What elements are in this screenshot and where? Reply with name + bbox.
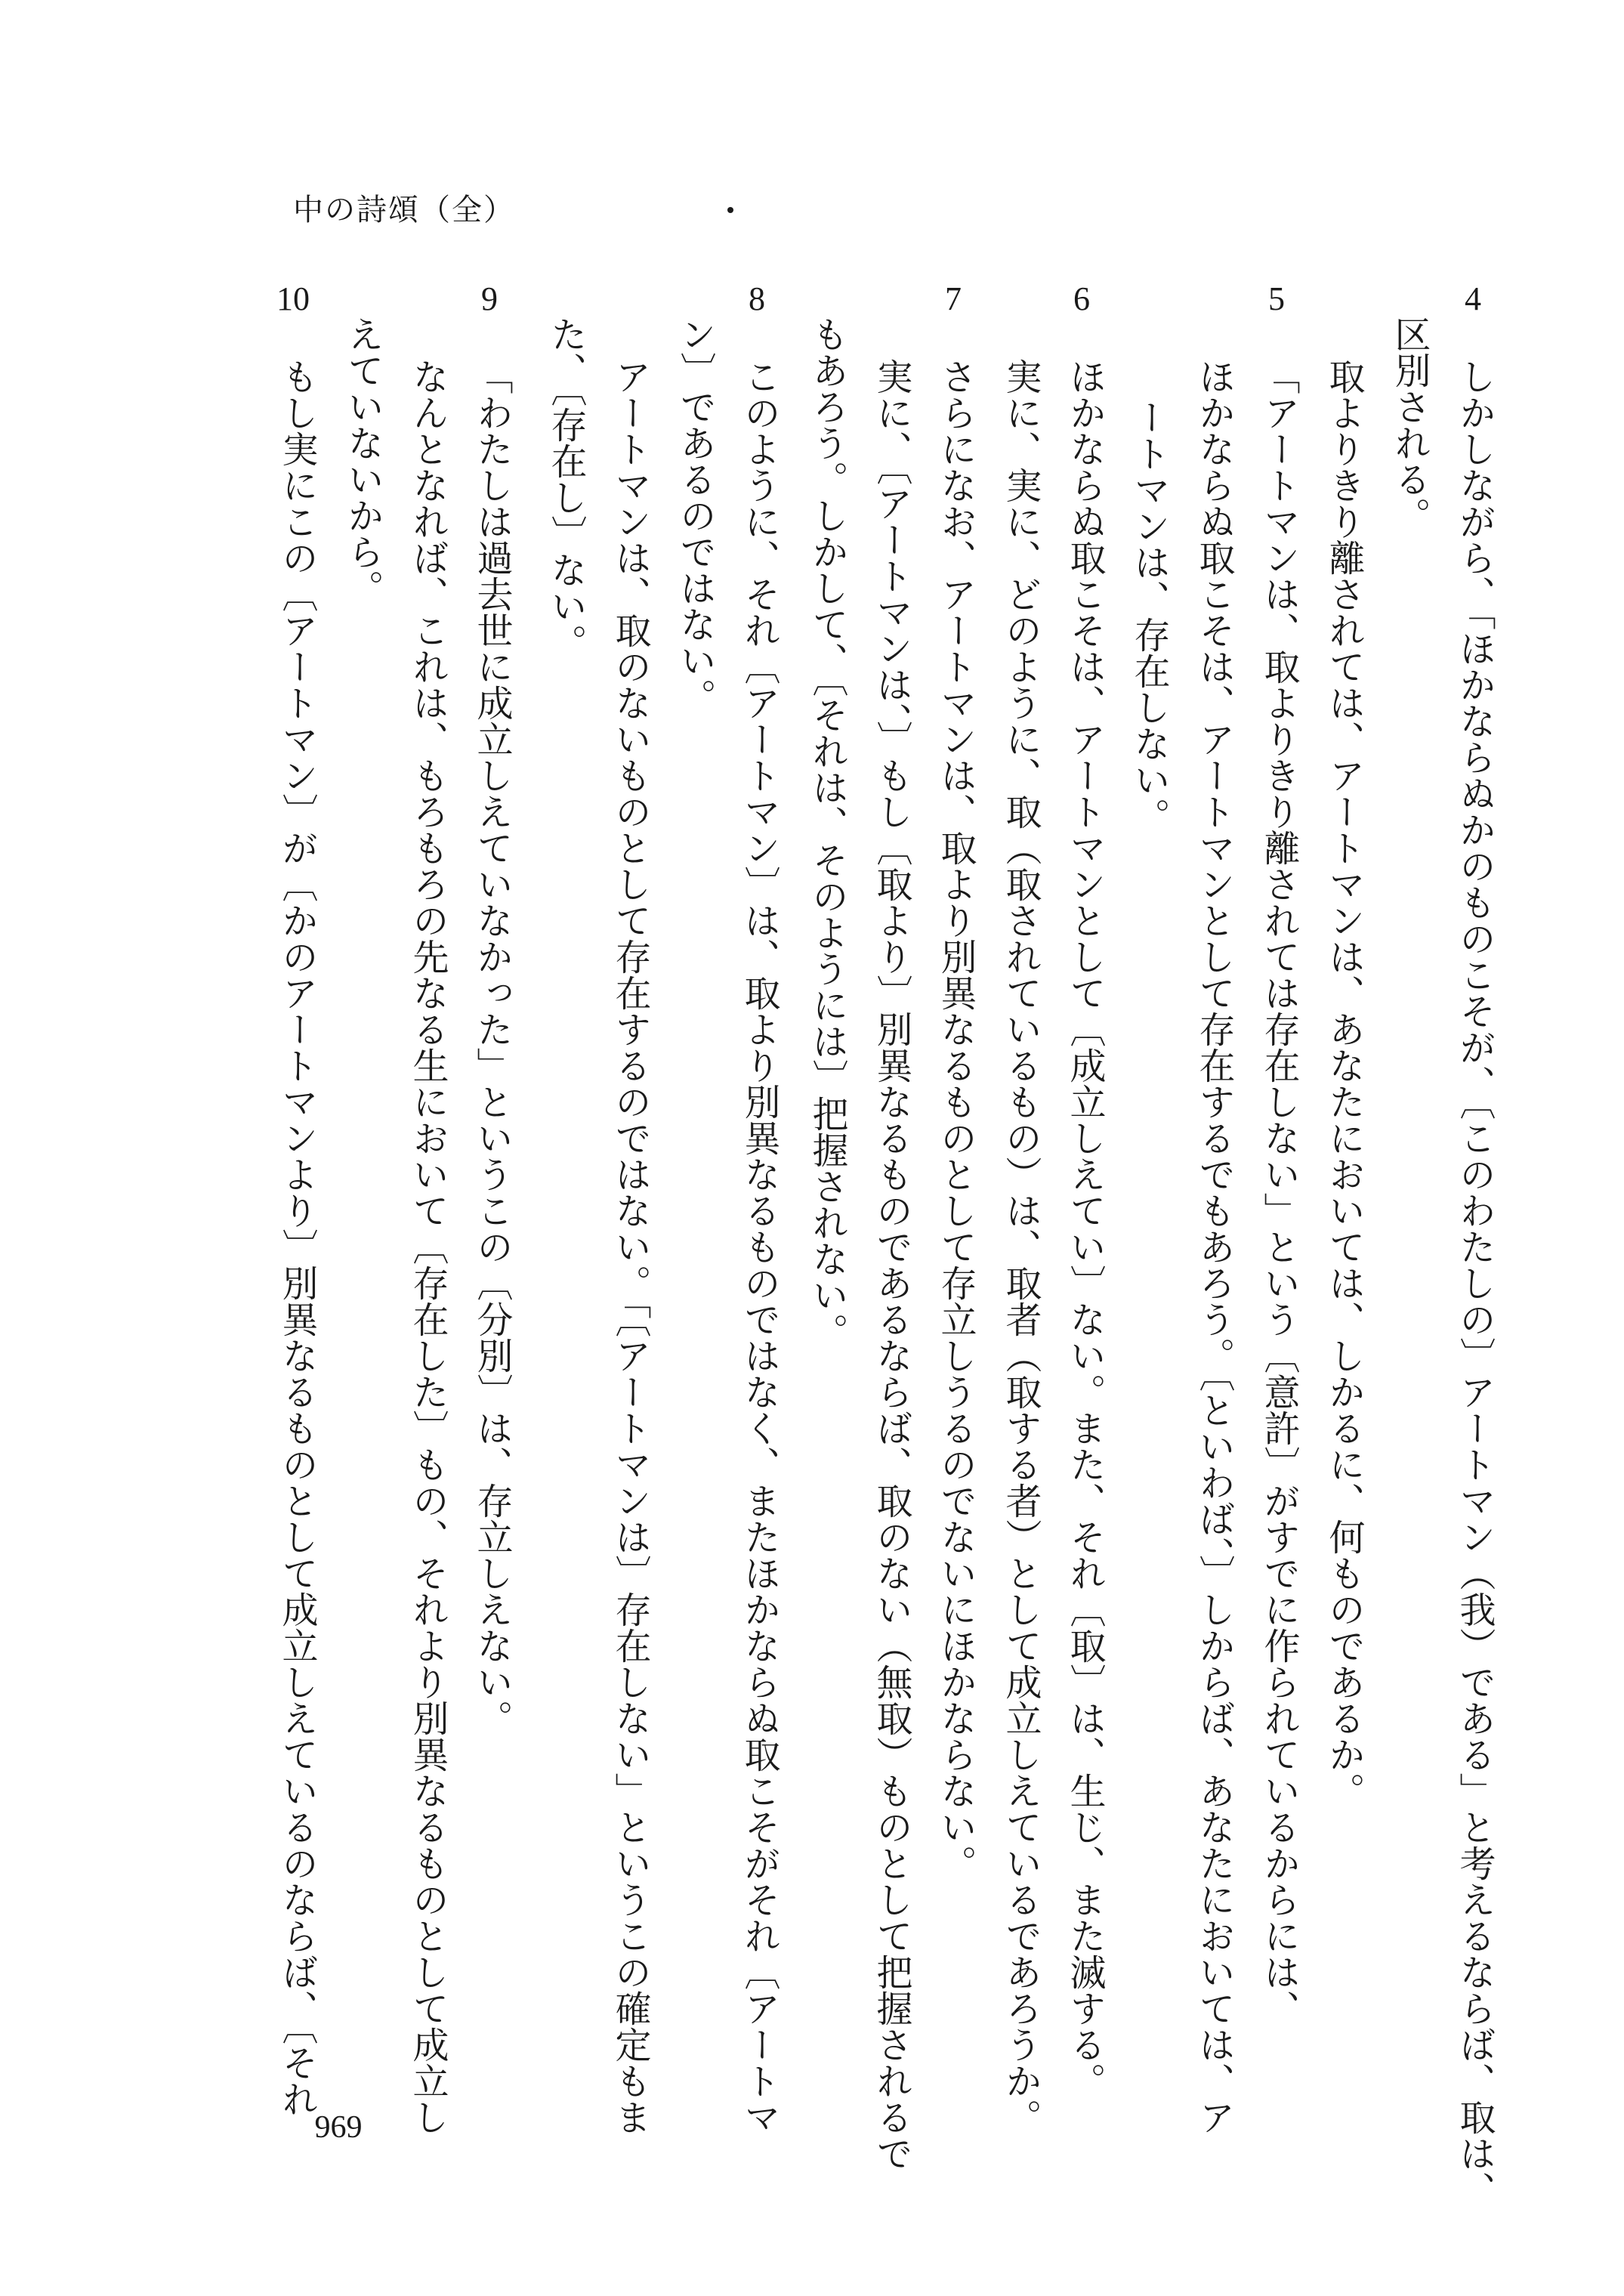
stray-ink-dot xyxy=(727,207,733,213)
verse-number-5: 5 xyxy=(1268,280,1285,317)
verse-4-line-2: 区別される。 xyxy=(1388,316,1431,533)
verse-7-line-3: もあろう。しかして、〔それは、そのようには〕把握されない。 xyxy=(806,316,848,1349)
verse-7-line-1: さらになお、アートマンは、取より別異なるものとして存立しうるのでないにほかならない。 xyxy=(934,358,977,1881)
verse-8-line-2: ン〕であるのではない。 xyxy=(674,316,716,715)
verse-10-line-1: もし実にこの〔アートマン〕が〔かのアートマンより〕別異なるものとして成立しえているのならば、〔それ xyxy=(276,358,318,2117)
verse-number-7: 7 xyxy=(945,280,962,317)
page-number: 969 xyxy=(314,2110,363,2145)
verse-number-10: 10 xyxy=(276,280,310,317)
verse-7-line-2: 実に、〔アートマンは、〕もし〔取より〕別異なるものであるならば、取のない（無取）ものとして把握されるで xyxy=(870,358,912,2171)
verse-number-4: 4 xyxy=(1465,280,1481,317)
verse-9-line-3: えていないから。 xyxy=(341,316,384,606)
verse-5-line-4: ートマンは、存在しない。 xyxy=(1128,399,1170,834)
verse-number-9: 9 xyxy=(481,280,498,317)
verse-8-line-3: アートマンは、取のないものとして存在するのではない。「〔アートマンは〕存在しない」というこの確定もま xyxy=(609,358,651,2135)
verse-number-8: 8 xyxy=(749,280,765,317)
verse-5-line-2: 「アートマンは、取よりきり離されては存在しない」という〔意許〕がすでに作られているからには、 xyxy=(1258,358,1300,2026)
verse-4-line-1: しかしながら、「ほかならぬかのものこそが、〔このわたしの〕アートマン（我）である」と考えるならば、取は、 xyxy=(1453,358,1496,2208)
verse-number-6: 6 xyxy=(1073,280,1090,317)
verse-8-line-4: た、〔存在し〕ない。 xyxy=(545,316,587,660)
verse-6-line-2: 実に、実に、どのように、取（取されているもの）は、取者（取する者）として成立しえているであろうか。 xyxy=(999,358,1042,2135)
verse-5-line-3: ほかならぬ取こそは、アートマンとして存在するでもあろう。〔といわば、〕しからば、あなたにおいては、ア xyxy=(1193,358,1235,2135)
verse-6-line-1: ほかならぬ取こそは、アートマンとして〔成立しえてい〕ない。また、それ〔取〕は、生じ、また滅する。 xyxy=(1064,358,1106,2099)
verse-8-line-1: このように、それ〔アートマン〕は、取より別異なるものではなく、またほかならぬ取こそがそれ〔アートマ xyxy=(738,358,780,2135)
verse-5-line-1: 取よりきり離されては、アートマンは、あなたにおいては、しかるに、何ものであるか。 xyxy=(1323,358,1365,1809)
running-header: 中の詩頌（全） xyxy=(293,193,515,227)
verse-9-line-1: 「わたしは過去世に成立しえていなかった」というこの〔分別〕は、存立しえない。 xyxy=(471,358,513,1736)
verse-9-line-2: なんとなれば、これは、もろもろの先なる生において〔存在した〕もの、それより別異なるものとして成立し xyxy=(406,358,449,2135)
